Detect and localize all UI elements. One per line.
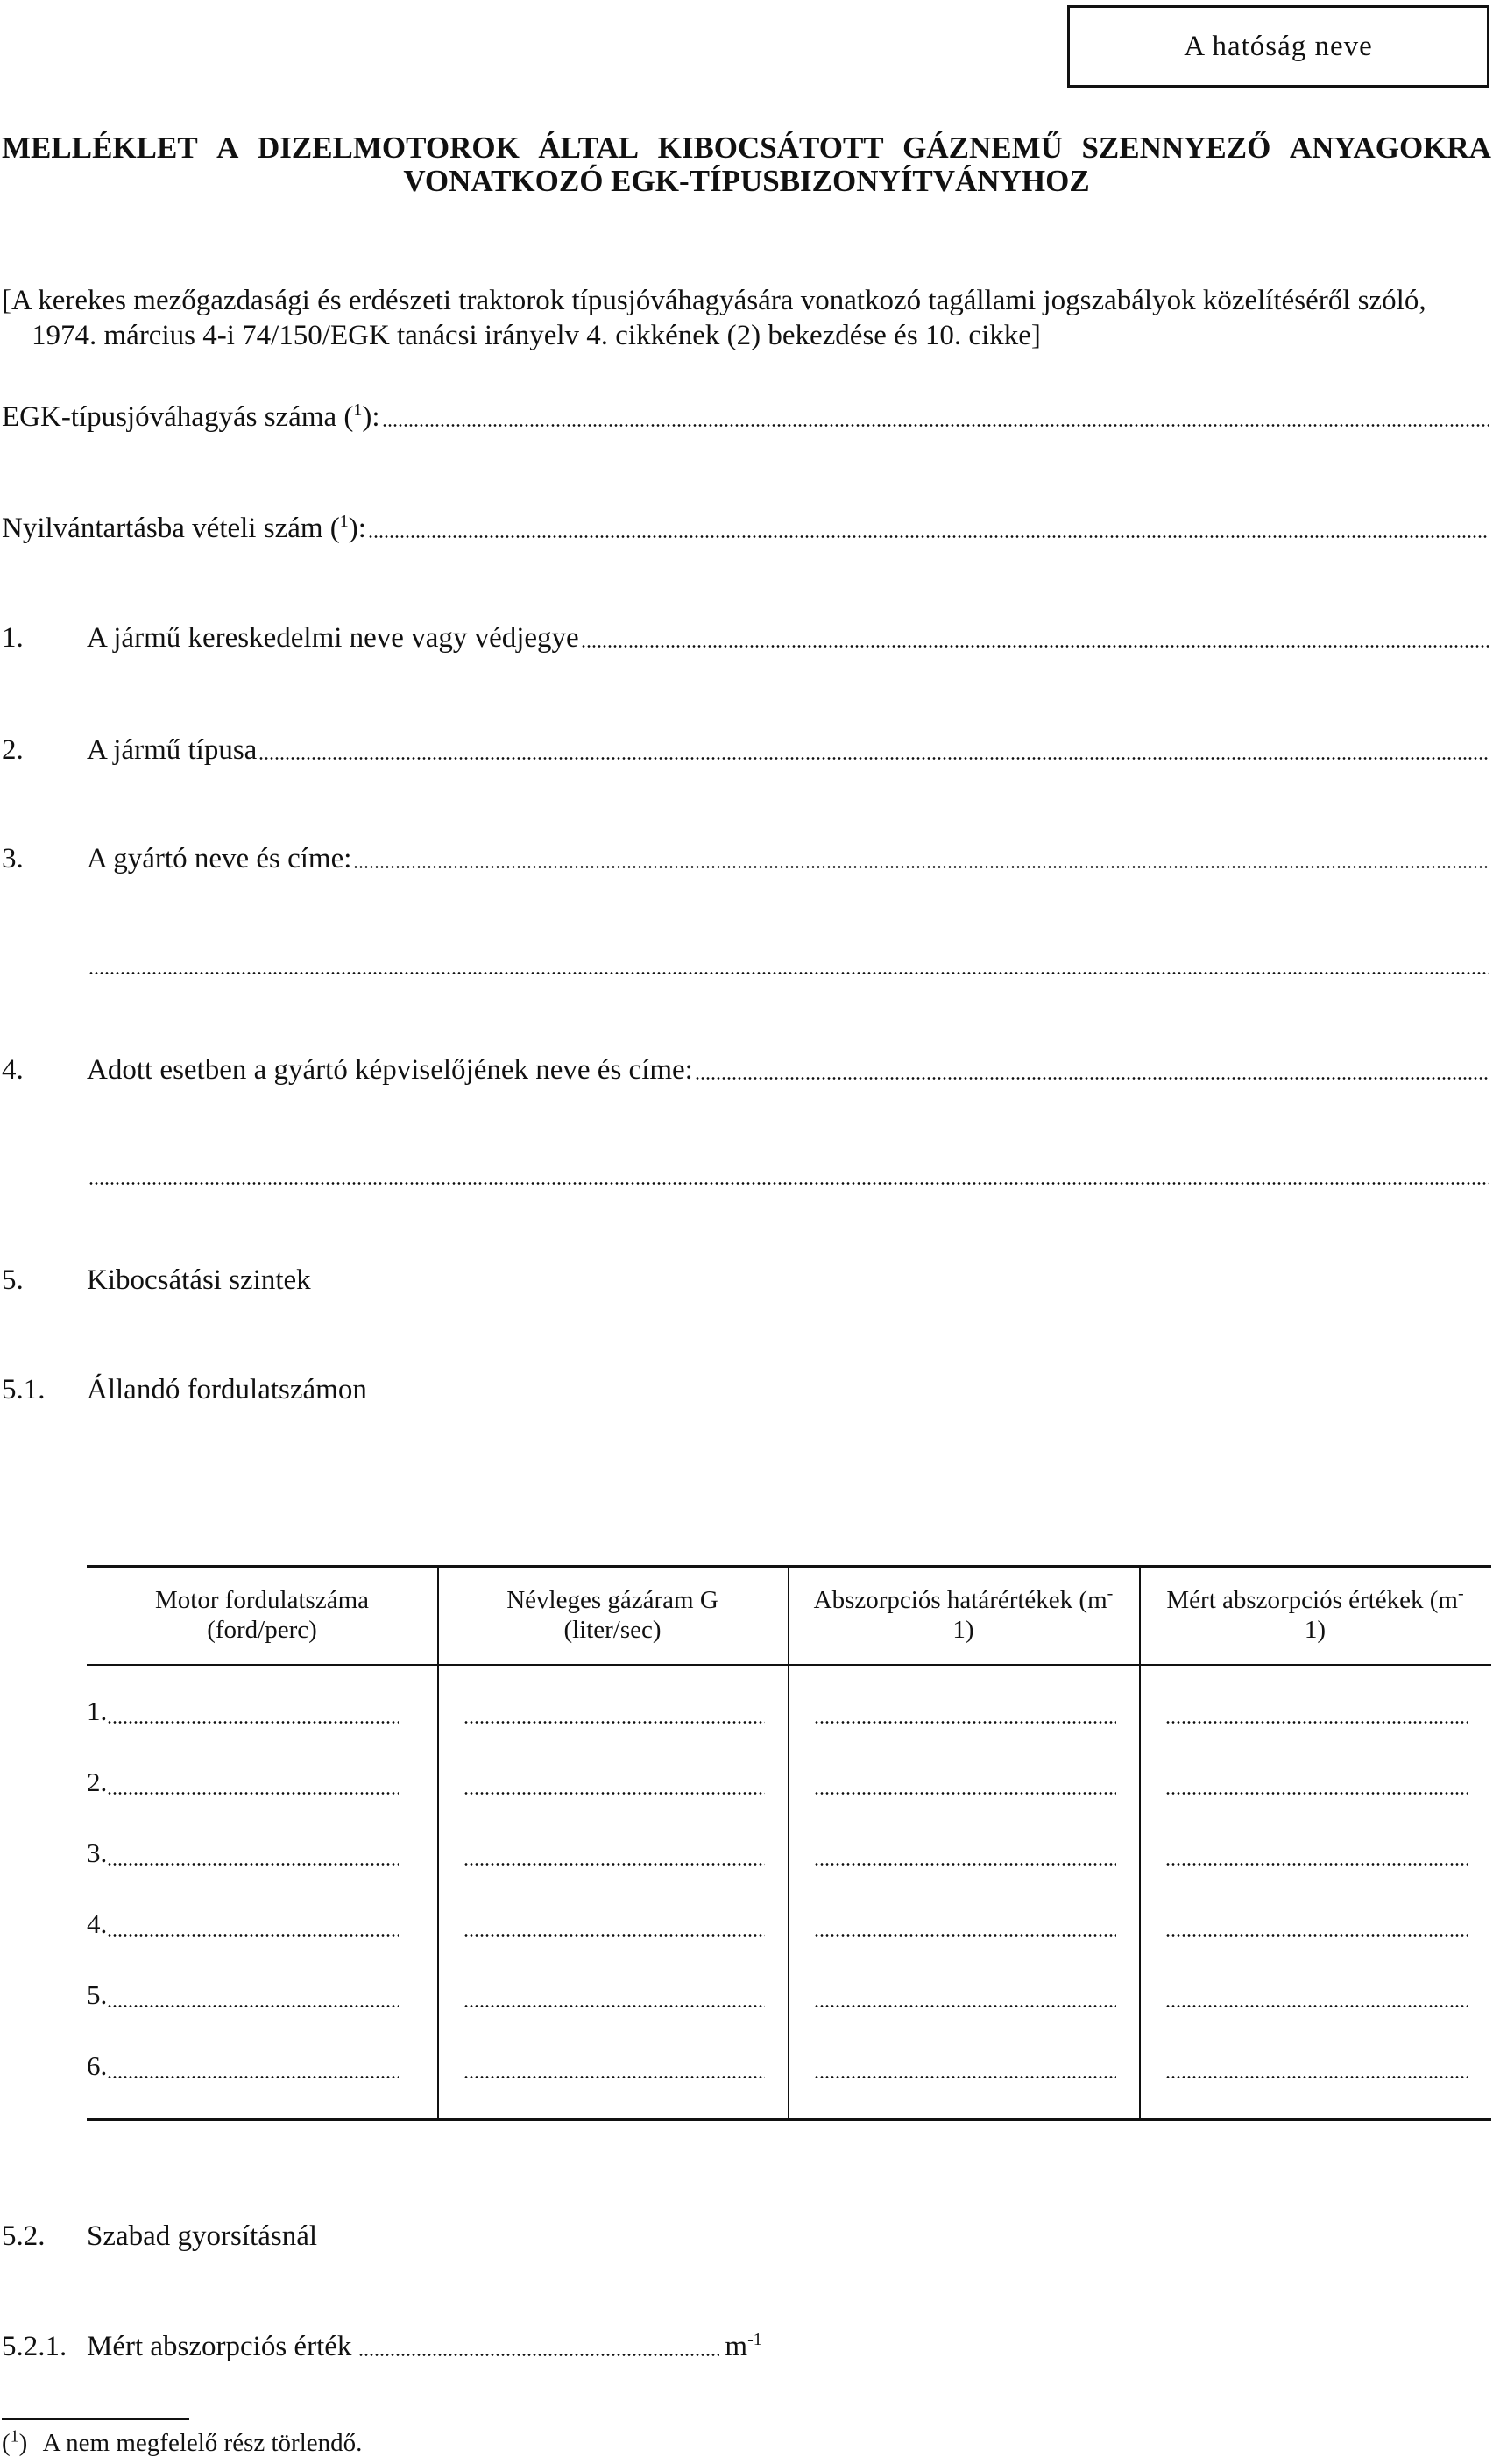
dotted-line[interactable] [463,1792,765,1795]
table-header-row [87,1568,1491,1666]
table-row [87,1767,1491,1802]
nominal-flow-cell[interactable] [437,2050,788,2085]
title-word: ÁLTAL [538,131,640,165]
dotted-line[interactable] [107,2005,399,2007]
column-header-measured-absorption: Mért abszorpciós értékek (m- 1) [1166,1583,1464,1644]
footnote-marker: 1 [10,2426,19,2446]
measured-absorption-cell[interactable] [1139,1696,1491,1731]
dotted-line[interactable] [814,1792,1116,1795]
dotted-line[interactable] [463,2076,765,2078]
table-row [87,1696,1491,1731]
legal-reference-line-1: [A kerekes mezőgazdasági és erdészeti traktorok típusjóváhagyására vonatkozó tagállami jogszabályok közelítéséről szóló, [2,285,1426,316]
measured-absorption-field[interactable] [2,2331,790,2363]
item-1-label: 1. A jármű kereskedelmi neve vagy védjegye [2,622,579,654]
title-word: ANYAGOKRA [1289,131,1491,165]
engine-speed-cell[interactable] [87,1908,437,1944]
dotted-line[interactable] [107,2076,399,2078]
table-row [87,1979,1491,2014]
row-number: 1. [87,1696,108,1726]
measured-absorption-dotted-line[interactable] [358,2354,719,2356]
measured-absorption-cell[interactable] [1139,1979,1491,2014]
dotted-line[interactable] [463,2005,765,2007]
nominal-flow-cell[interactable] [437,1767,788,1802]
dotted-line[interactable] [814,2005,1116,2007]
dotted-line[interactable] [463,1934,765,1937]
title-line-1 [0,131,1493,165]
title-line-2: VONATKOZÓ EGK-TÍPUSBIZONYÍTVÁNYHOZ [403,164,1090,198]
measured-absorption-cell[interactable] [1139,2050,1491,2085]
column-header-absorption-limits: Abszorpciós határértékek (m- 1) [813,1583,1114,1644]
dotted-line[interactable] [107,1863,399,1866]
engine-speed-cell[interactable] [87,2050,437,2085]
dotted-line[interactable] [107,1721,399,1724]
trade-name-dotted-line[interactable] [581,645,1489,648]
manufacturer-continuation-dotted-line[interactable] [88,972,1489,974]
emission-table [87,1565,1491,2121]
table-row [87,1837,1491,1873]
representative-continuation-field[interactable] [87,1157,1489,1192]
engine-speed-cell[interactable] [87,1696,437,1731]
dotted-line[interactable] [814,1934,1116,1937]
nominal-flow-cell[interactable] [437,1908,788,1944]
section-5-2-heading: 5.2. Szabad gyorsításnál [2,2220,318,2252]
registration-number-field[interactable] [2,513,1489,545]
absorption-limit-cell[interactable] [788,1696,1139,1731]
dotted-line[interactable] [1165,1792,1468,1795]
authority-name-label: A hatóság neve [1184,30,1373,62]
footnote-text: A nem megfelelő rész törlendő. [42,2429,363,2457]
absorption-limit-cell[interactable] [788,1837,1139,1873]
absorption-limit-cell[interactable] [788,1767,1139,1802]
item-4-label: 4. Adott esetben a gyártó képviselőjének neve és címe: [2,1054,693,1086]
document-title [0,131,1493,198]
dotted-line[interactable] [814,1721,1116,1724]
engine-speed-cell[interactable] [87,1767,437,1802]
dotted-line[interactable] [1165,2076,1468,2078]
nominal-flow-cell[interactable] [437,1837,788,1873]
section-5-heading: 5. Kibocsátási szintek [2,1264,311,1296]
absorption-limit-cell[interactable] [788,1979,1139,2014]
title-word: SZENNYEZŐ [1081,131,1271,165]
dotted-line[interactable] [107,1792,399,1795]
vehicle-type-field[interactable] [2,734,1489,767]
table-row [87,1908,1491,1944]
dotted-line[interactable] [107,1934,399,1937]
approval-number-label: EGK-típusjóváhagyás száma ($^1$): [2,400,380,433]
column-header-engine-speed: Motor fordulatszáma (ford/perc) [154,1586,369,1644]
measured-absorption-unit: $m^{-1}$ [725,2330,762,2362]
dotted-line[interactable] [1165,1721,1468,1724]
authority-name-box[interactable] [1067,5,1489,88]
representative-dotted-line[interactable] [695,1077,1489,1080]
approval-number-field[interactable] [2,401,1489,434]
title-word: GÁZNEMŰ [902,131,1063,165]
absorption-limit-cell[interactable] [788,2050,1139,2085]
column-header-nominal-flow: Névleges gázáram G (liter/sec) [506,1586,718,1644]
table-row [87,2050,1491,2085]
nominal-flow-cell[interactable] [437,1696,788,1731]
measured-absorption-cell[interactable] [1139,1837,1491,1873]
title-word: DIZELMOTOROK [257,131,520,165]
registration-number-dotted-line[interactable] [368,535,1489,538]
title-word: KIBOCSÁTOTT [657,131,884,165]
title-word: A [216,131,239,165]
title-word: MELLÉKLET [2,131,198,165]
footnote: ($^1$) A nem megfelelő rész törlendő. [2,2426,363,2457]
manufacturer-dotted-line[interactable] [353,866,1489,868]
row-number: 4. [87,1908,108,1939]
measured-absorption-cell[interactable] [1139,1908,1491,1944]
registration-number-label: Nyilvántartásba vételi szám ($^1$): [2,512,366,544]
trade-name-field[interactable] [2,622,1489,655]
dotted-line[interactable] [1165,1934,1468,1937]
row-number: 3. [87,1837,108,1868]
footnote-divider [2,2418,189,2420]
manufacturer-continuation-field[interactable] [87,946,1489,981]
absorption-limit-cell[interactable] [788,1908,1139,1944]
row-number: 6. [87,2050,108,2081]
legal-reference [2,283,1489,353]
measured-absorption-cell[interactable] [1139,1767,1491,1802]
section-5-1-heading: 5.1. Állandó fordulatszámon [2,1374,367,1405]
dotted-line[interactable] [814,2076,1116,2078]
item-5-2-1-label: 5.2.1. Mért abszorpciós érték [2,2331,352,2362]
dotted-line[interactable] [1165,1863,1468,1866]
representative-continuation-dotted-line[interactable] [88,1182,1489,1185]
nominal-flow-cell[interactable] [437,1979,788,2014]
approval-number-dotted-line[interactable] [382,424,1489,427]
dotted-line[interactable] [463,1721,765,1724]
representative-field[interactable] [2,1054,1489,1087]
legal-reference-line-2: 1974. március 4-i 74/150/EGK tanácsi irányelv 4. cikkének (2) bekezdése és 10. cikke] [32,320,1041,351]
engine-speed-cell[interactable] [87,1837,437,1873]
manufacturer-field[interactable] [2,843,1489,875]
engine-speed-cell[interactable] [87,1979,437,2014]
dotted-line[interactable] [1165,2005,1468,2007]
item-2-label: 2. A jármű típusa [2,734,258,766]
vehicle-type-dotted-line[interactable] [258,757,1489,760]
dotted-line[interactable] [814,1863,1116,1866]
item-3-label: 3. A gyártó neve és címe: [2,843,352,874]
row-number: 2. [87,1767,108,1797]
dotted-line[interactable] [463,1863,765,1866]
row-number: 5. [87,1979,108,2010]
